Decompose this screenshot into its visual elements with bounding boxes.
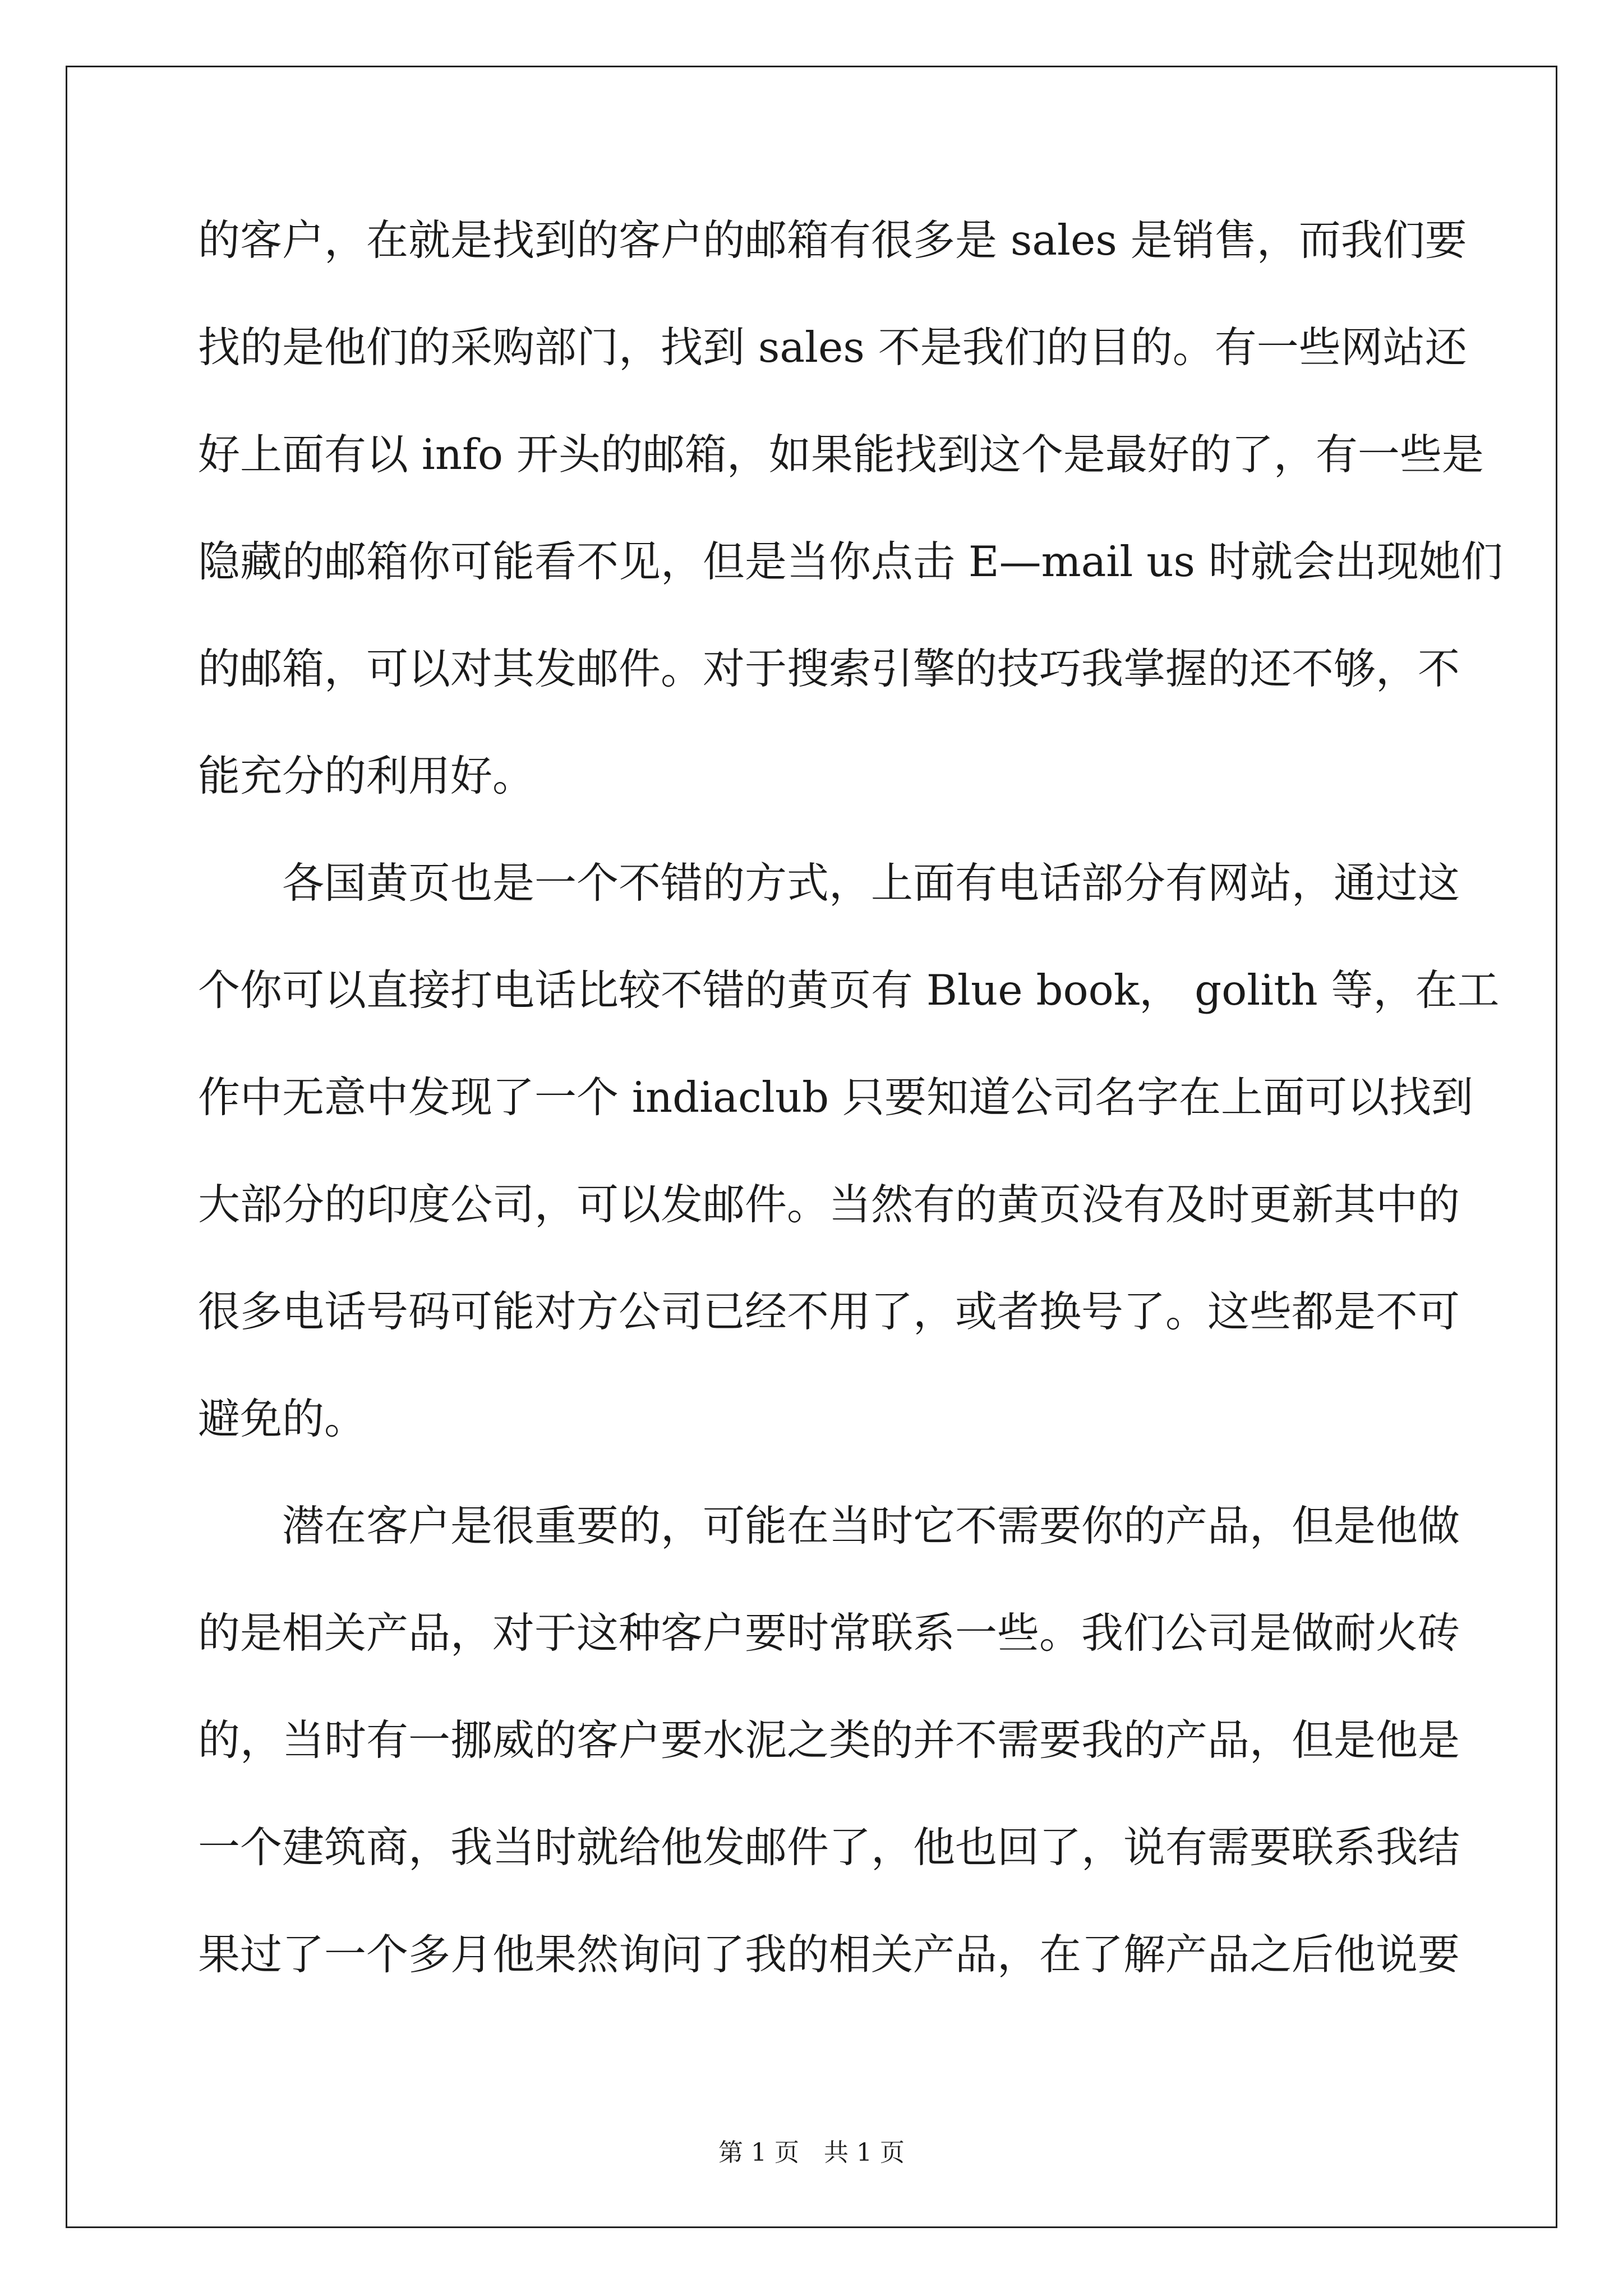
paragraph-line: 能充分的利用好。 [198,751,535,800]
paragraph-line: 的邮箱，可以对其发邮件。对于搜索引擎的技巧我掌握的还不够，不 [198,644,1460,693]
document-body [198,213,1503,2035]
paragraph-line: 一个建筑商，我当时就给他发邮件了，他也回了，说有需要联系我结 [198,1823,1460,1872]
paragraph-line: 很多电话号码可能对方公司已经不用了，或者换号了。这些都是不可 [198,1287,1460,1336]
paragraph-line: 果过了一个多月他果然询问了我的相关产品，在了解产品之后他说要 [198,1930,1460,1979]
paragraph-line: 大部分的印度公司，可以发邮件。当然有的黄页没有及时更新其中的 [198,1180,1460,1229]
paragraph-line: 好上面有以 info 开头的邮箱，如果能找到这个是最好的了，有一些是 [198,430,1484,479]
paragraph-line: 避免的。 [198,1394,367,1443]
paragraph-line: 作中无意中发现了一个 indiaclub 只要知道公司名字在上面可以找到 [198,1073,1473,1122]
paragraph-line: 各国黄页也是一个不错的方式，上面有电话部分有网站，通过这 [282,858,1460,908]
paragraph-line: 的，当时有一挪威的客户要水泥之类的并不需要我的产品，但是他是 [198,1715,1460,1765]
paragraph-line: 隐藏的邮箱你可能看不见，但是当你点击 E—mail us 时就会出现她们 [198,537,1503,586]
paragraph-line: 潜在客户是很重要的，可能在当时它不需要你的产品，但是他做 [282,1501,1460,1550]
paragraph-line: 的是相关产品，对于这种客户要时常联系一些。我们公司是做耐火砖 [198,1608,1460,1658]
page-footer [0,2136,1623,2170]
paragraph-line: 的客户，在就是找到的客户的邮箱有很多是 sales 是销售，而我们要 [198,215,1467,265]
page-number: 第 1 页 [718,2138,799,2167]
paragraph-line: 找的是他们的采购部门，找到 sales 不是我们的目的。有一些网站还 [198,323,1467,372]
paragraph-line: 个你可以直接打电话比较不错的黄页有 Blue book， golith 等，在工 [198,965,1500,1015]
page-total: 共 1 页 [824,2138,905,2167]
